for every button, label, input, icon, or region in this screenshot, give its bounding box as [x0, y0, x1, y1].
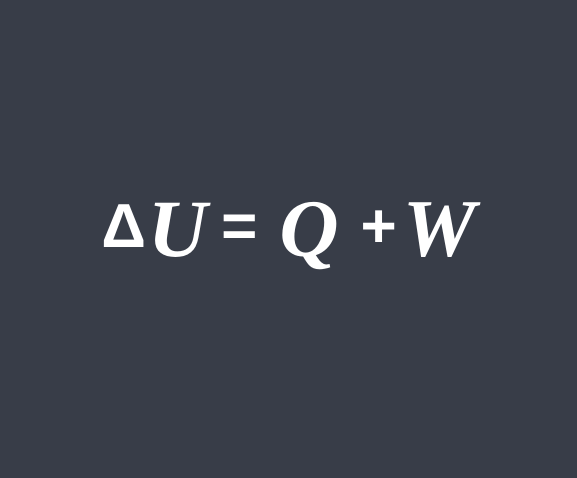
plus-sign: + — [360, 192, 397, 261]
internal-energy-variable: U — [147, 183, 208, 274]
work-variable: W — [402, 183, 476, 274]
delta-symbol: Δ — [101, 192, 146, 261]
equals-sign: = — [221, 192, 258, 261]
heat-variable: Q — [279, 183, 339, 274]
first-law-equation — [0, 183, 577, 280]
